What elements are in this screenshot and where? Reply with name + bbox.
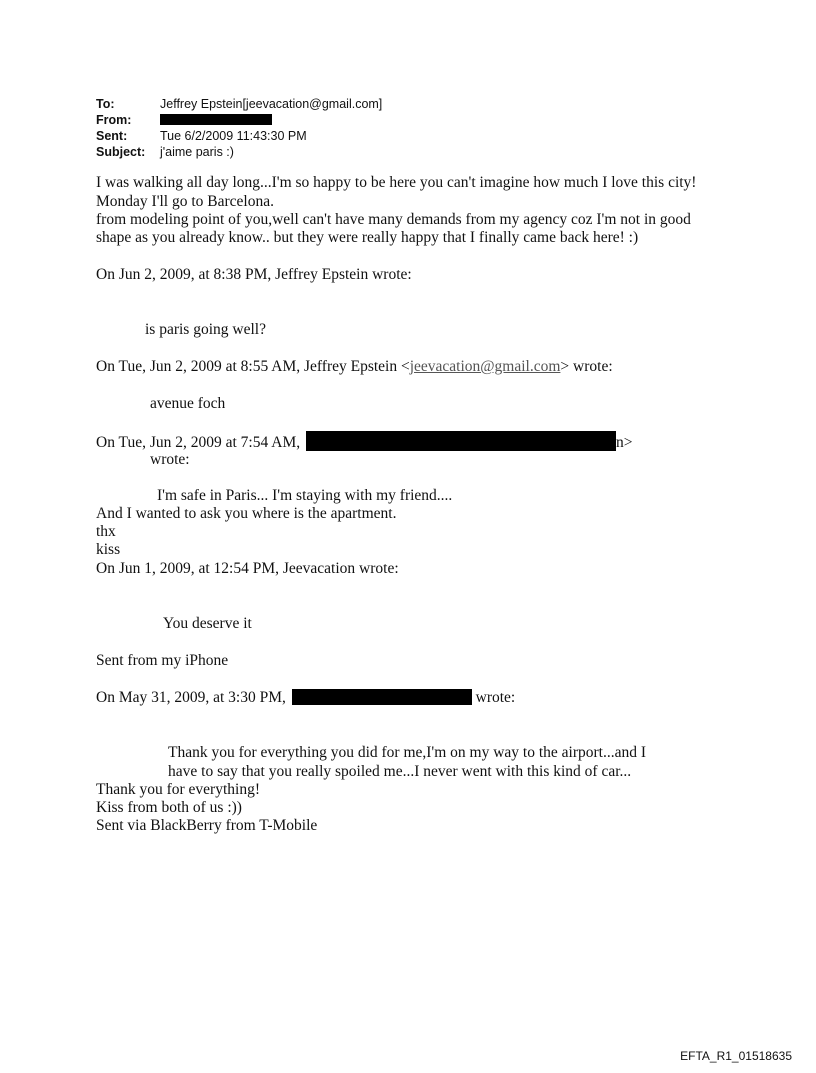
body-line-8: Thank you for everything! [96, 781, 260, 798]
body-line-2: Monday I'll go to Barcelona. [96, 193, 274, 210]
body-line-10: Sent via BlackBerry from T-Mobile [96, 817, 318, 834]
subject-row [96, 144, 382, 160]
attribution-1: On Jun 2, 2009, at 8:38 PM, Jeffrey Epstein wrote: [96, 266, 412, 283]
attribution-3-tail: n> [616, 434, 633, 451]
attribution-5-prefix: On May 31, 2009, at 3:30 PM, [96, 689, 286, 706]
to-label: To: [96, 97, 115, 111]
quote-5-line-2: have to say that you really spoiled me...I never went with this kind of car... [168, 763, 632, 780]
attribution-2 [96, 358, 613, 376]
sent-from-iphone: Sent from my iPhone [96, 652, 229, 669]
sent-label: Sent: [96, 129, 128, 143]
attribution-2-suffix: > wrote: [560, 358, 613, 375]
sent-value: Tue 6/2/2009 11:43:30 PM [160, 129, 307, 143]
body-line-5: And I wanted to ask you where is the apartment. [96, 505, 397, 522]
attribution-3-wrote: wrote: [150, 451, 190, 468]
body-line-1: I was walking all day long...I'm so happy to be here you can't imagine how much I love this city! [96, 174, 697, 191]
body-line-9: Kiss from both of us :)) [96, 799, 242, 816]
quote-4: You deserve it [163, 615, 252, 632]
attribution-3 [96, 431, 633, 452]
email-header [96, 96, 382, 160]
subject-label: Subject: [96, 145, 146, 159]
attribution-2-prefix: On Tue, Jun 2, 2009 at 8:55 AM, Jeffrey Epstein < [96, 358, 410, 375]
from-row [96, 112, 382, 128]
document-id: EFTA_R1_01518635 [680, 1049, 792, 1063]
body-line-7: kiss [96, 541, 121, 558]
quote-1: is paris going well? [145, 321, 266, 338]
attribution-5 [96, 689, 515, 707]
attribution-4: On Jun 1, 2009, at 12:54 PM, Jeevacation wrote: [96, 560, 399, 577]
from-redaction [160, 114, 272, 125]
body-line-6: thx [96, 523, 116, 540]
sender-redaction-2 [292, 689, 472, 705]
email-link[interactable]: jeevacation@gmail.com [409, 358, 561, 375]
body-line-4: shape as you already know.. but they were really happy that I finally came back here! :) [96, 229, 639, 246]
quote-2: avenue foch [150, 395, 226, 412]
quote-5-line-1: Thank you for everything you did for me,I'm on my way to the airport...and I [168, 744, 647, 761]
from-label: From: [96, 113, 132, 127]
sender-redaction [306, 431, 616, 451]
attribution-5-suffix: wrote: [475, 689, 516, 706]
attribution-3-prefix: On Tue, Jun 2, 2009 at 7:54 AM, [96, 434, 301, 451]
to-row [96, 96, 382, 112]
body-line-3: from modeling point of you,well can't have many demands from my agency coz I'm not in good [96, 211, 691, 228]
subject-value: j'aime paris :) [160, 145, 234, 159]
to-value: Jeffrey Epstein[jeevacation@gmail.com] [160, 97, 383, 111]
quote-3: I'm safe in Paris... I'm staying with my friend.... [157, 487, 453, 504]
sent-row [96, 128, 382, 144]
